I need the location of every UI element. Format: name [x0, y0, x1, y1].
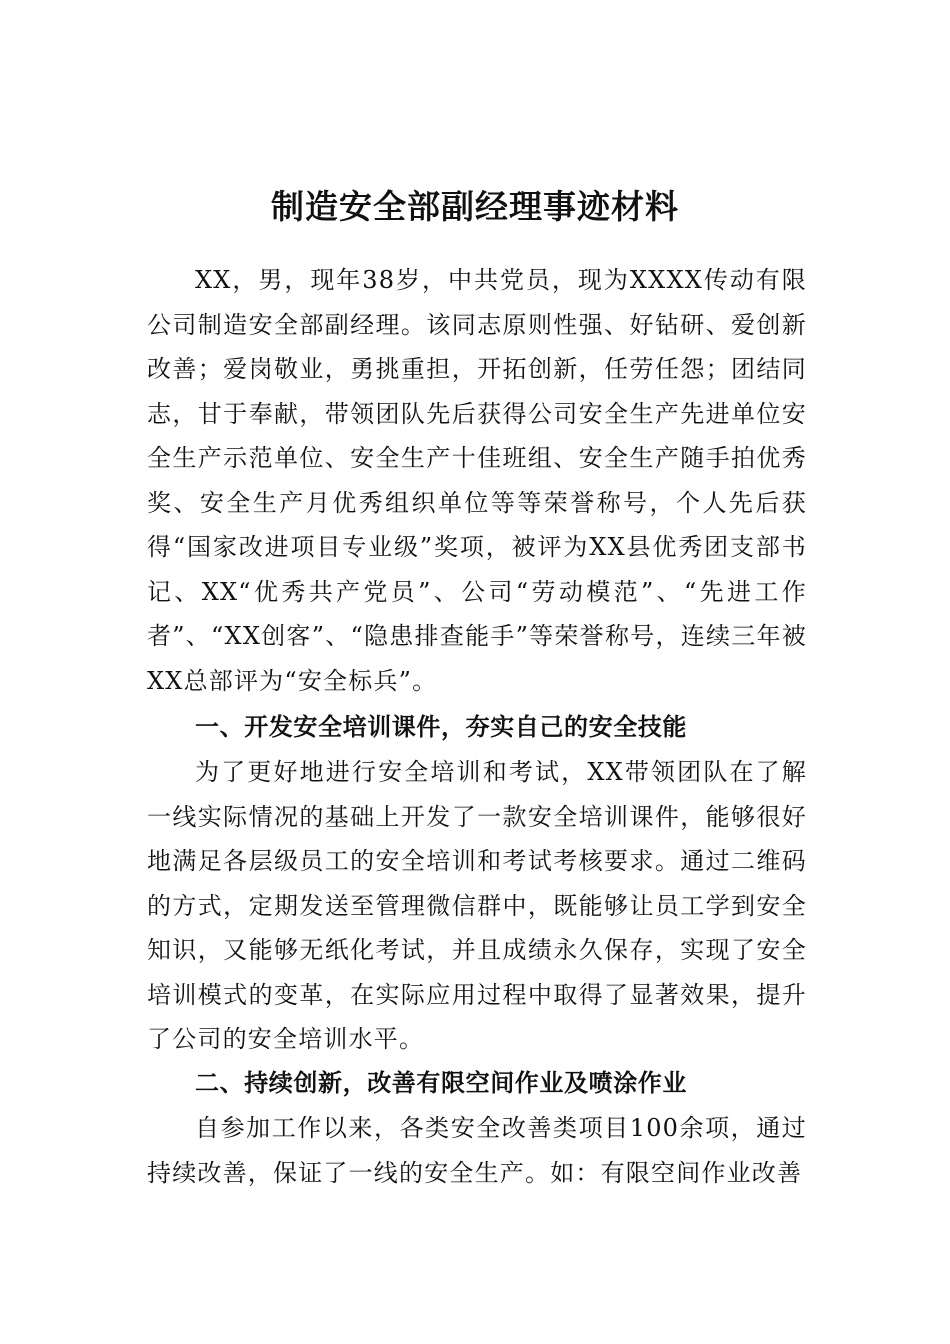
section-1-heading: 一、开发安全培训课件，夯实自己的安全技能: [195, 713, 687, 741]
section-2-heading: 二、持续创新，改善有限空间作业及喷涂作业: [195, 1069, 687, 1097]
document-title: 制造安全部副经理事迹材料: [271, 187, 679, 227]
section-1-paragraph: 为了更好地进行安全培训和考试，XX带领团队在了解一线实际情况的基础上开发了一款安全培训课件，能够很好地满足各层级员工的安全培训和考试考核要求。通过二维码的方式，定期发送至管理微信群中，既能够让员工学到安全知识，又能够无纸化考试，并且成绩永久保存，实现了安全培训模式的变革，在实际应用过程中取得了显著效果，提升了公司的安全培训水平。: [147, 758, 807, 1053]
intro-paragraph: XX，男，现年38岁，中共党员，现为XXXX传动有限公司制造安全部副经理。该同志原则性强、好钻研、爱创新改善；爱岗敬业，勇挑重担，开拓创新，任劳任怨；团结同志，甘于奉献，带领团队先后获得公司安全生产先进单位安全生产示范单位、安全生产十佳班组、安全生产随手拍优秀奖、安全生产月优秀组织单位等等荣誉称号，个人先后获得“国家改进项目专业级”奖项，被评为XX县优秀团支部书记、XX“优秀共产党员”、公司“劳动模范”、“先进工作者”、“XX创客”、“隐患排查能手”等荣誉称号，连续三年被XX总部评为“安全标兵”。: [147, 266, 807, 695]
section-2-paragraph: 自参加工作以来，各类安全改善类项目100余项，通过持续改善，保证了一线的安全生产。如：有限空间作业改善: [147, 1114, 807, 1187]
